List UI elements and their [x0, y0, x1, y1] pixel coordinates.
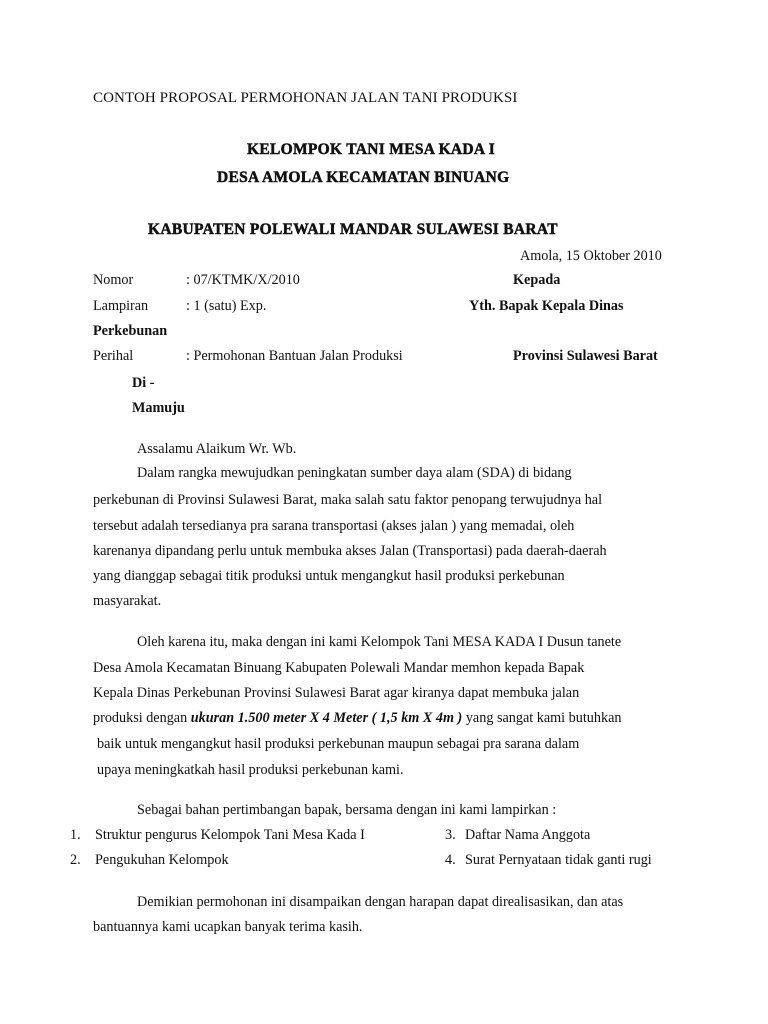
perihal-value: : Permohonan Bantuan Jalan Produksi — [186, 348, 403, 364]
paragraph-2-line: Kepala Dinas Perkebunan Provinsi Sulawesi Barat agar kiranya dapat membuka jalan — [93, 685, 580, 701]
nomor-value: : 07/KTMK/X/2010 — [186, 272, 300, 288]
closing-line: Demikian permohonan ini disampaikan dengan harapan dapat direalisasikan, dan atas — [137, 894, 624, 910]
document-title: CONTOH PROPOSAL PERMOHONAN JALAN TANI PRODUKSI — [93, 90, 518, 106]
paragraph-2-line: upaya meningkatkah hasil produksi perkebunan kami. — [97, 762, 404, 778]
paragraph-1-line: karenanya dipandang perlu untuk membuka akses Jalan (Transportasi) pada daerah-daerah — [93, 543, 607, 559]
text-run: produksi dengan — [93, 710, 191, 726]
attachment-item: Struktur pengurus Kelompok Tani Mesa Kada I — [95, 827, 365, 843]
recipient-di: Di - — [132, 375, 155, 391]
attachment-item: Pengukuhan Kelompok — [95, 852, 229, 868]
greeting: Assalamu Alaikum Wr. Wb. — [137, 441, 297, 457]
paragraph-2-line — [93, 709, 621, 727]
paragraph-2-line: Oleh karena itu, maka dengan ini kami Kelompok Tani MESA KADA I Dusun tanete — [137, 634, 622, 650]
closing-line: bantuannya kami ucapkan banyak terima kasih. — [93, 919, 363, 935]
paragraph-1-line: perkebunan di Provinsi Sulawesi Barat, maka salah satu faktor penopang terwujudnya hal — [93, 492, 603, 508]
attachment-item: Surat Pernyataan tidak ganti rugi — [465, 852, 652, 868]
lampiran-label: Lampiran — [93, 298, 149, 314]
attachment-number: 3. — [445, 827, 456, 843]
perihal-label: Perihal — [93, 348, 134, 364]
lampiran-value: : 1 (satu) Exp. — [186, 298, 267, 314]
paragraph-2-line: baik untuk mengangkut hasil produksi perkebunan maupun sebagai pra sarana dalam — [97, 736, 580, 752]
paragraph-1-line: Dalam rangka mewujudkan peningkatan sumber daya alam (SDA) di bidang — [137, 465, 572, 481]
place-date: Amola, 15 Oktober 2010 — [520, 248, 662, 264]
attachments-intro: Sebagai bahan pertimbangan bapak, bersama dengan ini kami lampirkan : — [137, 802, 557, 818]
attachment-number: 4. — [445, 852, 456, 868]
recipient-city: Mamuju — [132, 400, 185, 416]
attachment-item: Daftar Nama Anggota — [465, 827, 591, 843]
recipient-province: Provinsi Sulawesi Barat — [513, 348, 658, 364]
nomor-label: Nomor — [93, 272, 134, 288]
org-village: DESA AMOLA KECAMATAN BINUANG — [217, 169, 510, 186]
org-name: KELOMPOK TANI MESA KADA I — [247, 141, 496, 158]
text-run: yang sangat kami butuhkan — [462, 710, 622, 726]
org-regency: KABUPATEN POLEWALI MANDAR SULAWESI BARAT — [148, 221, 558, 238]
paragraph-1-line: yang dianggap sebagai titik produksi untuk mengangkut hasil produksi perkebunan — [93, 568, 565, 584]
attachment-number: 1. — [70, 827, 81, 843]
recipient-kepada: Kepada — [513, 272, 561, 288]
attachment-number: 2. — [70, 852, 81, 868]
paragraph-1-line: masyarakat. — [93, 593, 162, 609]
recipient-perkebunan: Perkebunan — [93, 323, 168, 339]
recipient-yth: Yth. Bapak Kepala Dinas — [469, 298, 624, 314]
road-size-emphasis: ukuran 1.500 meter X 4 Meter ( 1,5 km X 4m ) — [190, 710, 463, 726]
paragraph-2-line: Desa Amola Kecamatan Binuang Kabupaten Polewali Mandar memhon kepada Bapak — [93, 660, 585, 676]
paragraph-1-line: tersebut adalah tersedianya pra sarana transportasi (akses jalan ) yang memadai, oleh — [93, 518, 575, 534]
